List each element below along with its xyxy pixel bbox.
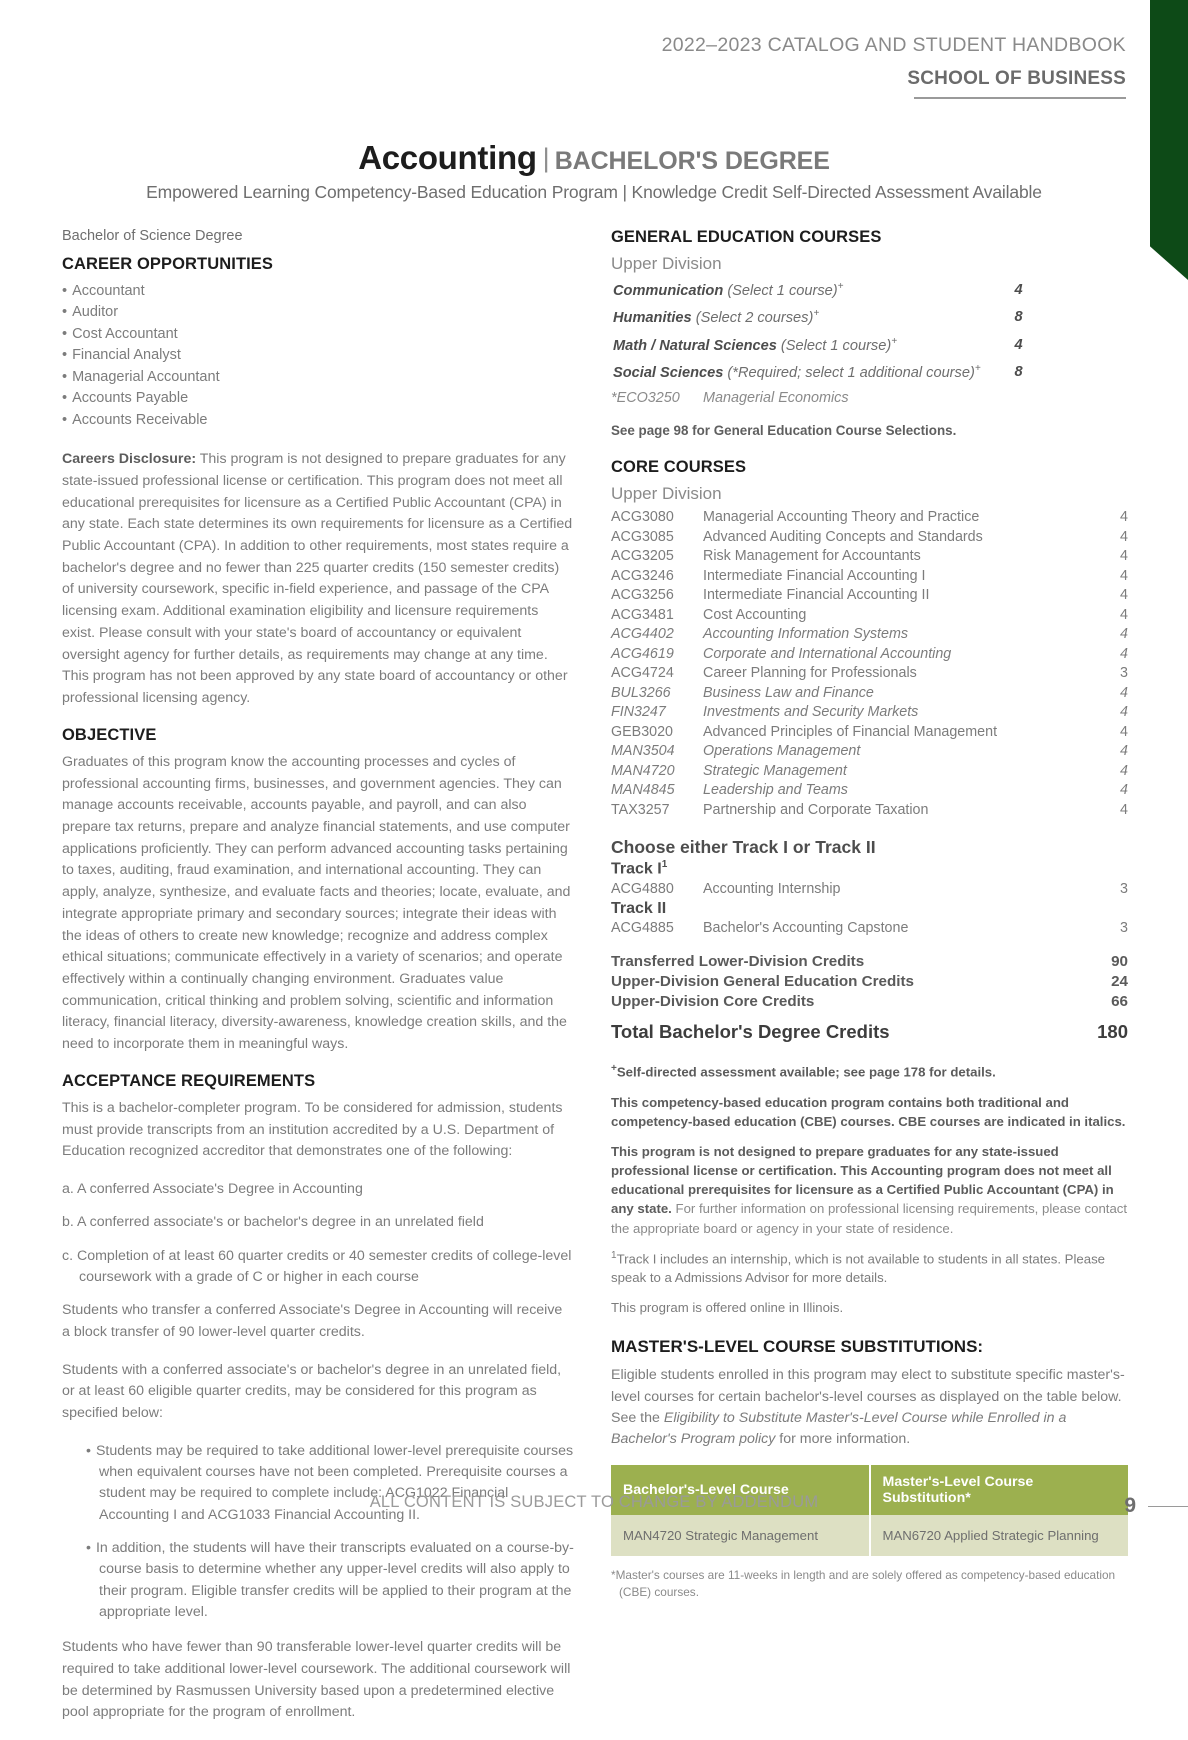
course-name: Strategic Management bbox=[703, 762, 847, 779]
table-row bbox=[611, 1515, 1128, 1556]
footnote-licensure: This program is not designed to prepare graduates for any state-issued professional license or certification. This Accounting program does not meet all educational prerequisites for licensure as a Certified Public Accountant (CPA) in any state. For further information on professional licensing requirements, please contact the appropriate board or agency in your state of residence. bbox=[611, 1143, 1128, 1236]
table-row bbox=[611, 742, 1128, 762]
transfer-paragraph: Students who transfer a conferred Associate's Degree in Accounting will receive a block transfer of 90 lower-level quarter credits. bbox=[62, 1302, 563, 1340]
careers-disclosure-label: Careers Disclosure: bbox=[62, 451, 197, 468]
footer-note: ALL CONTENT IS SUBJECT TO CHANGE BY ADDENDUM bbox=[369, 1493, 819, 1511]
program-name: Accounting bbox=[358, 139, 537, 176]
page-title bbox=[0, 139, 1188, 177]
course-code: MAN4720 bbox=[611, 762, 675, 779]
unrelated-degree-paragraph: Students with a conferred associate's or bachelor's degree in an unrelated field, or at least 60 eligible quarter credits, may be considered for this program as specified below: bbox=[62, 1361, 562, 1422]
table-row bbox=[611, 880, 1128, 900]
table-row bbox=[611, 645, 1128, 665]
gened-upper-division-label: Upper Division bbox=[611, 254, 722, 273]
course-credits: 4 bbox=[1120, 743, 1128, 760]
bachelors-course-cell: MAN4720 Strategic Management bbox=[611, 1515, 870, 1556]
table-row bbox=[611, 703, 1128, 723]
total-label: Transferred Lower-Division Credits bbox=[611, 953, 865, 971]
gened-course-name: Humanities (Select 2 courses)+ bbox=[613, 308, 820, 327]
total-value: 90 bbox=[1111, 953, 1128, 971]
gened-course-name: Math / Natural Sciences (Select 1 course)+ bbox=[613, 335, 898, 354]
table-row bbox=[611, 952, 1128, 972]
degree-level: BACHELOR'S DEGREE bbox=[554, 147, 830, 175]
eco-course-line bbox=[611, 390, 1128, 406]
course-name: Risk Management for Accountants bbox=[703, 548, 921, 565]
course-code: ACG4619 bbox=[611, 645, 674, 662]
degree-type: Bachelor of Science Degree bbox=[62, 228, 243, 244]
course-credits: 4 bbox=[1120, 548, 1128, 565]
acceptance-item-b: b. A conferred associate's or bachelor's degree in an unrelated field bbox=[62, 1214, 484, 1231]
course-name: Leadership and Teams bbox=[703, 782, 848, 799]
table-row bbox=[611, 664, 1128, 684]
careers-disclosure bbox=[62, 449, 574, 710]
course-credits: 4 bbox=[1120, 801, 1128, 818]
list-item: • Financial Analyst bbox=[62, 345, 574, 366]
grand-total-value: 180 bbox=[1097, 1020, 1128, 1042]
course-code: ACG3080 bbox=[611, 509, 674, 526]
master-substitutions-heading: MASTER'S-LEVEL COURSE SUBSTITUTIONS: bbox=[611, 1337, 984, 1357]
table-row bbox=[613, 307, 1023, 332]
table-row bbox=[611, 1012, 1128, 1045]
table-row bbox=[611, 919, 1128, 939]
career-opportunities-list bbox=[62, 281, 574, 431]
course-name: Career Planning for Professionals bbox=[703, 665, 917, 682]
core-courses-table bbox=[611, 508, 1128, 820]
table-row bbox=[611, 606, 1128, 626]
table-row bbox=[613, 362, 1023, 387]
total-value: 66 bbox=[1111, 993, 1128, 1011]
acceptance-item-c: c. Completion of at least 60 quarter credits or 40 semester credits of college-level coursework with a grade of C or higher in each course bbox=[62, 1247, 572, 1285]
table-row bbox=[611, 723, 1128, 743]
header-rule bbox=[914, 97, 1126, 99]
total-value: 24 bbox=[1111, 973, 1128, 991]
table-row bbox=[613, 280, 1023, 305]
table-row bbox=[611, 762, 1128, 782]
course-name: Investments and Security Markets bbox=[703, 704, 919, 721]
course-code: ACG4724 bbox=[611, 665, 674, 682]
track-choice-heading: Choose either Track I or Track II bbox=[611, 837, 876, 858]
list-item: • In addition, the students will have their transcripts evaluated on a course-by-course basis to determine whether any upper-level credits will also apply to their program. Eligible transfer credits will be applied to their program at the appropriate level. bbox=[86, 1538, 574, 1623]
career-opportunities-heading: CAREER OPPORTUNITIES bbox=[62, 255, 274, 273]
course-code: ACG3246 bbox=[611, 567, 674, 584]
course-name: Partnership and Corporate Taxation bbox=[703, 801, 929, 818]
gened-course-name: Communication (Select 1 course)+ bbox=[613, 281, 844, 299]
course-code: MAN3504 bbox=[611, 743, 675, 760]
gened-credits: 4 bbox=[1014, 336, 1023, 353]
title-separator: | bbox=[542, 143, 550, 173]
course-code: BUL3266 bbox=[611, 684, 671, 701]
list-item: • Cost Accountant bbox=[62, 324, 574, 345]
course-code: ACG3256 bbox=[611, 587, 674, 604]
general-education-heading: GENERAL EDUCATION COURSES bbox=[611, 228, 882, 246]
school-name: SCHOOL OF BUSINESS bbox=[907, 68, 1126, 89]
credit-totals-table bbox=[611, 952, 1128, 1045]
course-credits: 3 bbox=[1120, 880, 1128, 897]
objective-heading: OBJECTIVE bbox=[62, 725, 157, 744]
total-label: Upper-Division General Education Credits bbox=[611, 973, 914, 991]
course-credits: 4 bbox=[1120, 528, 1128, 545]
eco-course-name: Managerial Economics bbox=[703, 390, 849, 407]
acceptance-item-a: a. A conferred Associate's Degree in Accounting bbox=[62, 1181, 363, 1198]
table-row bbox=[613, 335, 1023, 360]
fewer-credits-paragraph: Students who have fewer than 90 transferable lower-level quarter credits will be required to take additional lower-level coursework. The additional coursework will be determined by Rasmussen University based upon a predetermined elective pool appropriate for the program of enrollment. bbox=[62, 1639, 571, 1721]
table-row bbox=[611, 586, 1128, 606]
course-credits: 4 bbox=[1120, 782, 1128, 799]
total-label: Upper-Division Core Credits bbox=[611, 993, 815, 1011]
course-name: Advanced Principles of Financial Management bbox=[703, 723, 998, 740]
page-header bbox=[662, 34, 1126, 90]
footnote-cbe: This competency-based education program contains both traditional and competency-based education (CBE) courses. CBE courses are indicated in italics. bbox=[611, 1094, 1126, 1129]
catalog-title: 2022–2023 CATALOG AND STUDENT HANDBOOK bbox=[661, 34, 1126, 56]
core-upper-division-label: Upper Division bbox=[611, 484, 722, 504]
course-credits: 3 bbox=[1120, 665, 1128, 682]
course-credits: 4 bbox=[1120, 762, 1128, 779]
acceptance-requirements-heading: ACCEPTANCE REQUIREMENTS bbox=[62, 1071, 316, 1090]
course-name: Intermediate Financial Accounting II bbox=[703, 587, 930, 604]
course-code: ACG3085 bbox=[611, 528, 674, 545]
general-education-table bbox=[611, 278, 1025, 389]
master-substitutions-body: Eligible students enrolled in this program may elect to substitute specific master's-level courses for certain bachelor's-level courses as displayed on the table below. See the Eligibility to Substitute Master's-Level Course while Enrolled in a Bachelor's Program policy for more information. bbox=[611, 1367, 1125, 1448]
course-credits: 3 bbox=[1120, 920, 1128, 937]
eco-course-code: *ECO3250 bbox=[611, 390, 680, 407]
list-item: • Auditor bbox=[62, 302, 574, 323]
column-header-masters: Master's-Level Course Substitution* bbox=[870, 1465, 1129, 1515]
course-credits: 4 bbox=[1120, 626, 1128, 643]
course-code: GEB3020 bbox=[611, 723, 673, 740]
list-item: • Accounts Payable bbox=[62, 388, 574, 409]
grand-total-label: Total Bachelor's Degree Credits bbox=[611, 1020, 890, 1042]
course-name: Cost Accounting bbox=[703, 606, 807, 623]
masters-course-cell: MAN6720 Applied Strategic Planning bbox=[870, 1515, 1129, 1556]
left-column bbox=[62, 228, 574, 1740]
gened-course-name: Social Sciences (*Required; select 1 additional course)+ bbox=[613, 362, 981, 381]
table-row bbox=[611, 972, 1128, 992]
column-header-bachelors: Bachelor's-Level Course bbox=[611, 1465, 870, 1515]
gened-credits: 8 bbox=[1014, 363, 1023, 380]
course-credits: 4 bbox=[1120, 567, 1128, 584]
table-row bbox=[611, 781, 1128, 801]
table-row bbox=[611, 684, 1128, 704]
track-1-table bbox=[611, 880, 1128, 900]
table-row bbox=[611, 567, 1128, 587]
course-code: ACG4885 bbox=[611, 920, 674, 937]
acceptance-intro: This is a bachelor-completer program. To be considered for admission, students must provide transcripts from an institution accredited by a U.S. Department of Education recognized accreditor that demonstrates one of the following: bbox=[62, 1099, 563, 1160]
course-credits: 4 bbox=[1120, 509, 1128, 526]
course-credits: 4 bbox=[1120, 704, 1128, 721]
course-name: Managerial Accounting Theory and Practice bbox=[703, 509, 980, 526]
course-name: Bachelor's Accounting Capstone bbox=[703, 920, 909, 937]
substitution-table-note: *Master's courses are 11-weeks in length and are solely offered as competency-based education (CBE) courses. bbox=[611, 1567, 1116, 1599]
course-credits: 4 bbox=[1120, 684, 1128, 701]
list-item: • Students may be required to take additional lower-level prerequisite courses when equivalent courses have not been completed. Prerequisite courses a student may be required to complete include: ACG1022 Financial Accounting I and ACG1033 Financial Accounting II. bbox=[86, 1441, 574, 1526]
course-code: FIN3247 bbox=[611, 704, 666, 721]
course-code: MAN4845 bbox=[611, 782, 675, 799]
table-row bbox=[611, 528, 1128, 548]
table-row bbox=[611, 547, 1128, 567]
see-page-note: See page 98 for General Education Course Selections. bbox=[611, 423, 957, 439]
track-1-label: Track $I^1$ bbox=[611, 859, 668, 878]
careers-disclosure-text: This program is not designed to prepare graduates for any state-issued professional license or certification. This program does not meet all educational prerequisites for licensure as a Certified Public Accountant (CPA) in any state. Each state determines its own requirements for licensure as a Certified Public Accountant (CPA). In addition to other requirements, most states require a bachelor's degree and no fewer than 225 quarter credits (150 semester credits) of university coursework, specific in-field experience, and passage of the CPA licensing exam. Additional examination eligibility and licensure requirements exist. Please consult with your state's board of accountancy or equivalent oversight agency for further details, as requirements may change at any time. This program has not been approved by any state board of accountancy or other professional licensing agency. bbox=[62, 451, 573, 707]
course-code: ACG3205 bbox=[611, 548, 674, 565]
track-2-label: Track II bbox=[611, 900, 667, 918]
course-code: ACG3481 bbox=[611, 606, 674, 623]
track-2-table bbox=[611, 919, 1128, 939]
footnote-self-directed: +Self-directed assessment available; see page 178 for details. bbox=[611, 1063, 996, 1080]
gened-credits: 4 bbox=[1014, 281, 1023, 298]
course-credits: 4 bbox=[1120, 587, 1128, 604]
course-name: Intermediate Financial Accounting I bbox=[703, 567, 926, 584]
right-column bbox=[611, 228, 1128, 1601]
table-row bbox=[611, 508, 1128, 528]
list-item: • Accountant bbox=[62, 281, 574, 302]
course-code: ACG4880 bbox=[611, 880, 674, 897]
page-number: 9 bbox=[1124, 1494, 1136, 1517]
course-credits: 4 bbox=[1120, 723, 1128, 740]
table-row bbox=[611, 625, 1128, 645]
course-name: Accounting Information Systems bbox=[703, 626, 909, 643]
table-row bbox=[611, 801, 1128, 821]
course-name: Accounting Internship bbox=[703, 880, 841, 897]
program-subtitle: Empowered Learning Competency-Based Education Program | Knowledge Credit Self-Directed Assessment Available bbox=[146, 182, 1042, 202]
objective-text: Graduates of this program know the accounting processes and cycles of professional accounting firms, businesses, and government agencies. They can manage accounts receivable, accounts payable, and payroll, and can also prepare tax returns, prepare and analyze financial statements, and use computer applications proficiently. They can perform advanced accounting tasks pertaining to taxes, auditing, fraud examination, and international accounting. They can apply, analyze, synthesize, and evaluate facts and theories; locate, evaluate, and integrate appropriate primary and secondary sources; integrate their ideas with the ideas of others to create new knowledge; recognize and address complex ethical situations; communicate effectively in a variety of scenarios; and operate effectively within a continually changing environment. Graduates value communication, critical thinking and problem solving, scientific and information literacy, financial literacy, diversity-awareness, knowledge creation skills, and the need to incorporate them in meaningful ways. bbox=[62, 753, 571, 1053]
gened-credits: 8 bbox=[1014, 309, 1023, 326]
table-row bbox=[611, 992, 1128, 1012]
course-name: Corporate and International Accounting bbox=[703, 645, 952, 662]
course-name: Advanced Auditing Concepts and Standards bbox=[703, 528, 983, 545]
core-courses-heading: CORE COURSES bbox=[611, 458, 747, 477]
footnote-online-illinois: This program is offered online in Illinois. bbox=[611, 1300, 844, 1316]
page-number-rule bbox=[1148, 1506, 1188, 1508]
course-name: Operations Management bbox=[703, 743, 861, 760]
footnote-track-1: $^1$Track I includes an internship, which is not available to students in all states. Please speak to a Admissions Advisor for more details. bbox=[611, 1249, 1106, 1286]
list-item: • Accounts Receivable bbox=[62, 410, 574, 431]
list-item: • Managerial Accountant bbox=[62, 367, 574, 388]
course-code: ACG4402 bbox=[611, 626, 674, 643]
course-credits: 4 bbox=[1120, 645, 1128, 662]
course-name: Business Law and Finance bbox=[703, 684, 874, 701]
course-credits: 4 bbox=[1120, 606, 1128, 623]
course-code: TAX3257 bbox=[611, 801, 670, 818]
unrelated-bullets-list bbox=[62, 1441, 574, 1623]
